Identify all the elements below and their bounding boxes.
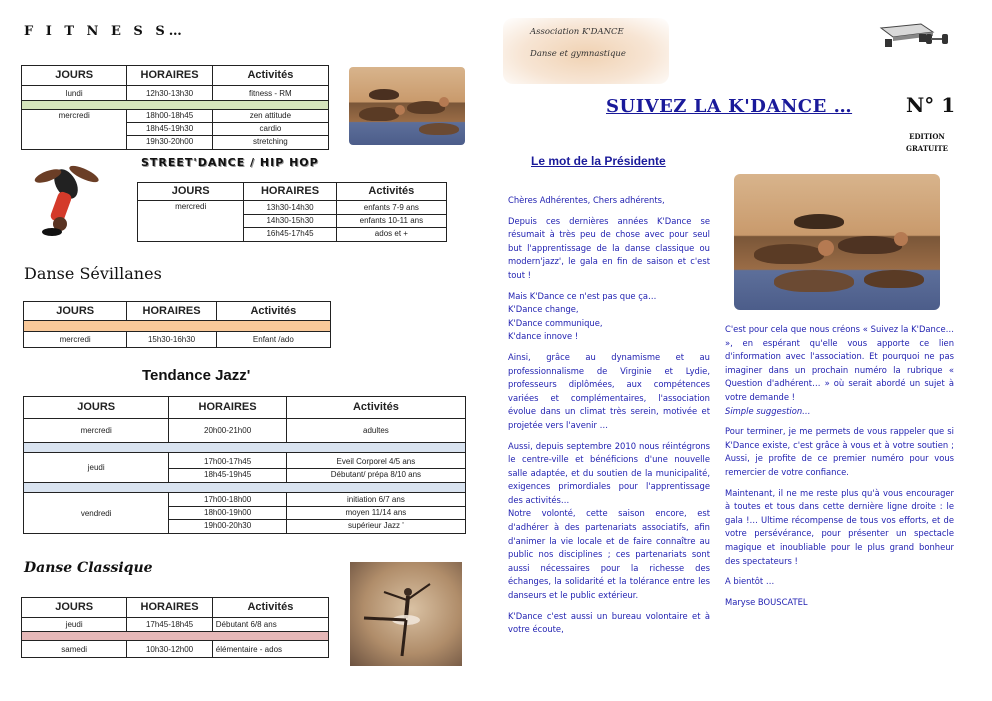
separator-band — [24, 321, 330, 332]
activity-cell: adultes — [363, 426, 389, 435]
day-cell: mercredi — [24, 332, 127, 347]
col-header-horaires: HORAIRES — [244, 183, 336, 200]
association-subtitle: Danse et gymnastique — [530, 49, 626, 59]
col-header-horaires: HORAIRES — [127, 302, 216, 320]
table-row — [22, 618, 328, 632]
time-cell: 19h30-20h00 — [145, 137, 194, 146]
time-cell: 20h00-21h00 — [169, 419, 286, 442]
activity-cell: Débutant/ prépa 8/10 ans — [330, 470, 422, 479]
paragraph: K'dance innove ! — [508, 331, 579, 342]
separator-band — [24, 443, 465, 453]
time-cell: 17h00-18h00 — [169, 494, 285, 507]
paragraph: Mais K'Dance ce n'est pas que ça… — [508, 290, 657, 301]
col-header-jours: JOURS — [24, 302, 127, 320]
table-row — [138, 201, 446, 241]
dumbbell-icon — [925, 31, 949, 47]
activity-cell: ados et + — [374, 228, 408, 238]
time-cell: 18h45-19h45 — [204, 470, 252, 479]
activity-cell: supérieur Jazz ' — [348, 520, 404, 530]
col-header-horaires: HORAIRES — [127, 66, 212, 85]
issue-number: N° 1 — [906, 93, 956, 117]
col-header-activites: Activités — [247, 69, 294, 81]
letter-column-1 — [508, 194, 710, 644]
col-header-activites: Activités — [368, 185, 415, 197]
newsletter-title: SUIVEZ LA K'DANCE … — [606, 96, 853, 117]
paragraph: Simple suggestion… — [725, 405, 811, 416]
letter-column-2 — [725, 323, 954, 616]
separator-band — [22, 632, 328, 641]
col-header-horaires: HORAIRES — [169, 397, 286, 418]
activity-cell: zen attitude — [213, 110, 328, 123]
hiphop-dancer-photo — [24, 154, 106, 240]
col-header-activites: Activités — [247, 601, 294, 613]
paragraph: K'Dance change, — [508, 304, 579, 315]
president-heading: Le mot de la Présidente — [531, 154, 666, 168]
fitness-schedule-table — [21, 65, 329, 150]
table-row — [24, 332, 330, 347]
day-cell: samedi — [22, 641, 127, 657]
classique-schedule-table — [21, 597, 329, 658]
col-header-activites: Activités — [250, 304, 297, 317]
table-row — [22, 110, 328, 149]
time-cell: 19h00-20h30 — [204, 520, 252, 530]
time-cell: 18h45-19h30 — [127, 123, 211, 136]
street-dance-schedule-table — [137, 182, 447, 242]
separator-band — [24, 483, 465, 493]
paragraph: K'Dance c'est aussi un bureau volontaire et à votre écoute, — [508, 610, 710, 635]
association-name: Association K'DANCE — [530, 27, 624, 37]
signature: Maryse BOUSCATEL — [725, 596, 808, 607]
day-cell: lundi — [22, 86, 127, 100]
day-cell: vendredi — [24, 493, 169, 533]
activity-cell: enfants 7-9 ans — [337, 202, 446, 215]
jazz-schedule-table — [23, 396, 466, 534]
day-cell: mercredi — [24, 419, 169, 442]
activity-cell: Eveil Corporel 4/5 ans — [287, 456, 465, 469]
activity-cell: initiation 6/7 ans — [287, 494, 465, 507]
activity-cell: Enfant /ado — [252, 335, 294, 344]
table-row — [22, 641, 328, 657]
time-cell: 16h45-17h45 — [266, 228, 314, 238]
day-cell: jeudi — [22, 618, 127, 631]
sevillanes-schedule-table — [23, 301, 331, 348]
fitness-heading: F I T N E S S… — [24, 24, 186, 39]
day-cell: mercredi — [58, 111, 90, 120]
paragraph: Pour terminer, je me permets de vous rappeler que si K'Dance existe, c'est grâce à vous et à votre soutien ; Aussi, je profite de ce premier numéro pour vous remercier de votre confiance. — [725, 426, 954, 477]
paragraph: Ainsi, grâce au dynamisme et au professionnalisme de Virginie et Lydie, professeurs diplômées, aux compétences variées et complémentaires, l'association évolue dans un climat très serein, motivée et projetée vers l'avenir … — [508, 351, 710, 430]
edition-label — [904, 131, 950, 155]
classique-heading: Danse Classique — [24, 560, 153, 576]
activity-cell: cardio — [213, 123, 328, 136]
ballerina-photo — [350, 562, 462, 666]
col-header-jours: JOURS — [138, 183, 244, 200]
table-row — [24, 453, 465, 483]
table-row — [24, 493, 465, 533]
street-dance-heading: STREET'DANCE / HIP HOP — [141, 156, 319, 169]
table-row — [22, 86, 328, 101]
edition-line: EDITION — [909, 132, 945, 141]
paragraph: Depuis ces dernières années K'Dance se résumait à très peu de chose avec pour seul but l'apprentissage de la danse classique ou modern'jazz', le gala en fin de saison et c'est tout ! — [508, 215, 710, 280]
time-cell: 18h00-19h00 — [169, 507, 285, 520]
col-header-horaires: HORAIRES — [127, 598, 212, 617]
jazz-heading: Tendance Jazz' — [142, 367, 251, 384]
time-cell: 17h45-18h45 — [127, 618, 212, 631]
edition-line: GRATUITE — [906, 144, 948, 153]
paragraph: C'est pour cela que nous créons « Suivez la K'Dance… », en espérant qu'elle vous apporte ce lien d'information avec l'association. Et pourquoi ne pas imaginer dans un prochain numéro la rubrique « Question d'adhérent… » où serait abordé un sujet à votre demande ! — [725, 324, 954, 402]
activity-cell: fitness - RM — [249, 88, 292, 98]
separator-band — [22, 101, 328, 110]
col-header-jours: JOURS — [22, 66, 127, 85]
time-cell: 15h30-16h30 — [127, 332, 216, 347]
activity-cell: Débutant 6/8 ans — [215, 620, 277, 629]
activity-cell: moyen 11/14 ans — [287, 507, 465, 520]
col-header-jours: JOURS — [24, 397, 169, 418]
day-cell: jeudi — [24, 453, 169, 482]
time-cell: 18h00-18h45 — [127, 110, 211, 123]
time-cell: 13h30-14h30 — [244, 202, 335, 215]
time-cell: 12h30-13h30 — [127, 86, 212, 100]
activity-cell: élémentaire - ados — [215, 644, 283, 654]
paragraph: Maintenant, il ne me reste plus qu'à vous encourager à toutes et tous dans cette dernière ligne droite : le gala !… Ultime récompense de tous vos efforts, et de votre persévérance, pour présenter un spectacle magique et inoubliable pour le plus grand bonheur des spectateurs ! — [725, 487, 954, 566]
time-cell: 14h30-15h30 — [244, 215, 335, 228]
dance-class-photo — [734, 174, 940, 310]
paragraph: A bientôt … — [725, 576, 775, 587]
col-header-activites: Activités — [352, 401, 399, 413]
time-cell: 10h30-12h00 — [127, 641, 212, 657]
day-cell: mercredi — [175, 202, 207, 211]
table-row — [24, 419, 465, 443]
paragraph: Notre volonté, cette saison encore, est d'adhérer à des partenariats associatifs, afin d'animer la vie locale et de faire connaître au public nos disciplines ; ces partenariats sont aussi nécessaires pour la richesse des échanges, la solidarité et la tolérance entre les danseurs et le public extérieur. — [508, 508, 710, 601]
time-cell: 17h00-17h45 — [169, 456, 285, 469]
sevillanes-heading: Danse Sévillanes — [24, 264, 162, 283]
paragraph: Chères Adhérentes, Chers adhérents, — [508, 195, 665, 205]
paragraph: K'Dance communique, — [508, 317, 603, 328]
activity-cell: stretching — [253, 137, 288, 146]
stretching-class-photo — [349, 67, 465, 145]
activity-cell: enfants 10-11 ans — [337, 215, 446, 228]
paragraph: Aussi, depuis septembre 2010 nous réintégrons le centre-ville et bénéficions d'une nouvelle salle adaptée, et du soutien de la municipalité, exigences primordiales pour l'apprentissage des activités… — [508, 440, 710, 505]
col-header-jours: JOURS — [22, 598, 127, 617]
